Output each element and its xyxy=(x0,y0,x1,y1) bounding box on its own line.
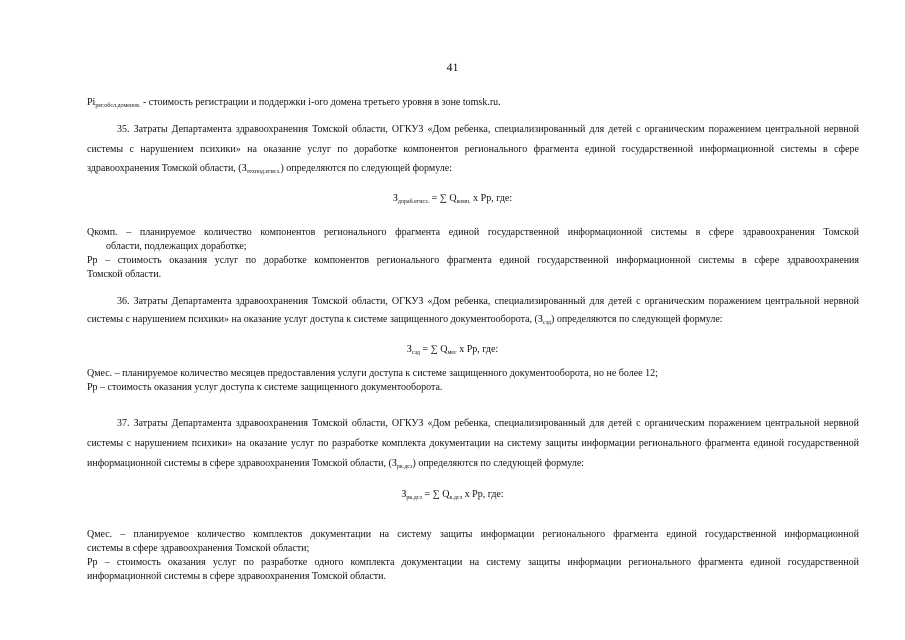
domain-cost-symbol: Pi xyxy=(87,97,96,108)
domain-cost-subscript: рег.обсл.доменов. xyxy=(95,103,141,109)
p37-line-3-text: информационной системы в сфере здравоохранения Томской области, (З xyxy=(87,458,397,469)
formula-35-sum: = ∑ Q xyxy=(429,193,457,204)
formula-36-symbol: З xyxy=(406,344,412,355)
formula-36-sum: = ∑ Q xyxy=(419,344,448,355)
formula-36-tail: х Рр, где: xyxy=(456,344,499,355)
formula-35-sum-subscript: комп. xyxy=(456,199,471,205)
p36-line-2-text: системы с нарушением психики» на оказание услуг доступа к системе защищенного документооборота, (З xyxy=(87,314,543,325)
formula-37-subscript: рк.дсз xyxy=(406,495,423,501)
formula-35-subscript: дораб.егисз. xyxy=(397,199,430,205)
formula-37-sum: = ∑ Q xyxy=(422,489,450,500)
p35-line-1: 35. Затраты Департамента здравоохранения Томской области, ОГКУЗ «Дом ребенка, специализированный для детей с органическим поражением центральной нервной xyxy=(117,124,859,135)
p36-line-2-subscript: сзд xyxy=(542,320,551,326)
def37-p-line-2: информационной системы в сфере здравоохранения Томской области. xyxy=(87,571,387,582)
p37-line-3-subscript: рк.дсз xyxy=(396,464,413,470)
def37-q-line-2: системы в сфере здравоохранения Томской области; xyxy=(87,543,310,554)
p37-line-3-tail: ) определяются по следующей формуле: xyxy=(412,458,585,469)
p36-line-2 xyxy=(87,314,859,327)
p35-line-3-subscript: техпод.егисз. xyxy=(246,169,281,175)
def37-q-line-1: Qмес. – планируемое количество комплектов документации на систему защиты информации регионального фрагмента единой государственной информационной xyxy=(87,529,859,540)
formula-35-symbol: З xyxy=(392,193,398,204)
def35-p-line-1: Рр – стоимость оказания услуг по доработке компонентов регионального фрагмента единой государственной информационной системы в сфере здравоохранения xyxy=(87,255,859,266)
def35-q-line-2: области, подлежащих доработке; xyxy=(106,241,247,252)
formula-37 xyxy=(0,489,905,502)
formula-36 xyxy=(0,344,905,357)
formula-35-tail: х Рр, где: xyxy=(470,193,513,204)
def36-p-line: Рр – стоимость оказания услуг доступа к системе защищенного документооборота. xyxy=(87,382,443,393)
p36-line-2-tail: ) определяются по следующей формуле: xyxy=(551,314,723,325)
formula-36-sum-subscript: мес xyxy=(447,350,457,356)
formula-37-tail: х Рр, где: xyxy=(462,489,504,500)
p35-line-3-tail: ) определяются по следующей формуле: xyxy=(280,163,453,174)
formula-37-symbol: З xyxy=(401,489,407,500)
def37-p-line-1: Рр – стоимость оказания услуг по разработке одного комплекта документации на систему защиты информации регионального фрагмента единой государственной xyxy=(87,557,859,568)
p36-line-1: 36. Затраты Департамента здравоохранения Томской области, ОГКУЗ «Дом ребенка, специализированный для детей с органическим поражением центральной нервной xyxy=(117,296,859,307)
p35-line-2: системы с нарушением психики» на оказание услуг по доработке компонентов регионального фрагмента единой государственной информационной системы в сфере xyxy=(87,144,859,155)
p37-line-3 xyxy=(87,458,859,471)
p37-line-1: 37. Затраты Департамента здравоохранения Томской области, ОГКУЗ «Дом ребенка, специализированный для детей с органическим поражением центральной нервной xyxy=(117,418,859,429)
p35-line-3-text: здравоохранения Томской области, (З xyxy=(87,163,247,174)
def35-q-line-1: Qкомп. – планируемое количество компонентов регионального фрагмента единой государственной информационной системы в сфере здравоохранения Томской xyxy=(87,227,859,238)
page-number: 41 xyxy=(446,60,459,74)
formula-35 xyxy=(0,193,905,206)
def36-q-line: Qмес. – планируемое количество месяцев предоставления услуги доступа к системе защищенного документооборота, но не более 12; xyxy=(87,368,658,379)
domain-cost-text: - стоимость регистрации и поддержки i-ого домена третьего уровня в зоне tomsk.ru. xyxy=(140,97,501,108)
formula-36-subscript: сзд xyxy=(411,350,420,356)
formula-37-sum-subscript: к.дсз xyxy=(449,495,463,501)
domain-cost-definition xyxy=(87,97,859,110)
p37-line-2: системы с нарушением психики» на оказание услуг по разработке комплекта документации на систему защиты информации регионального фрагмента единой государственной xyxy=(87,438,859,449)
def35-p-line-2: Томской области. xyxy=(87,269,162,280)
p35-line-3 xyxy=(87,163,859,176)
